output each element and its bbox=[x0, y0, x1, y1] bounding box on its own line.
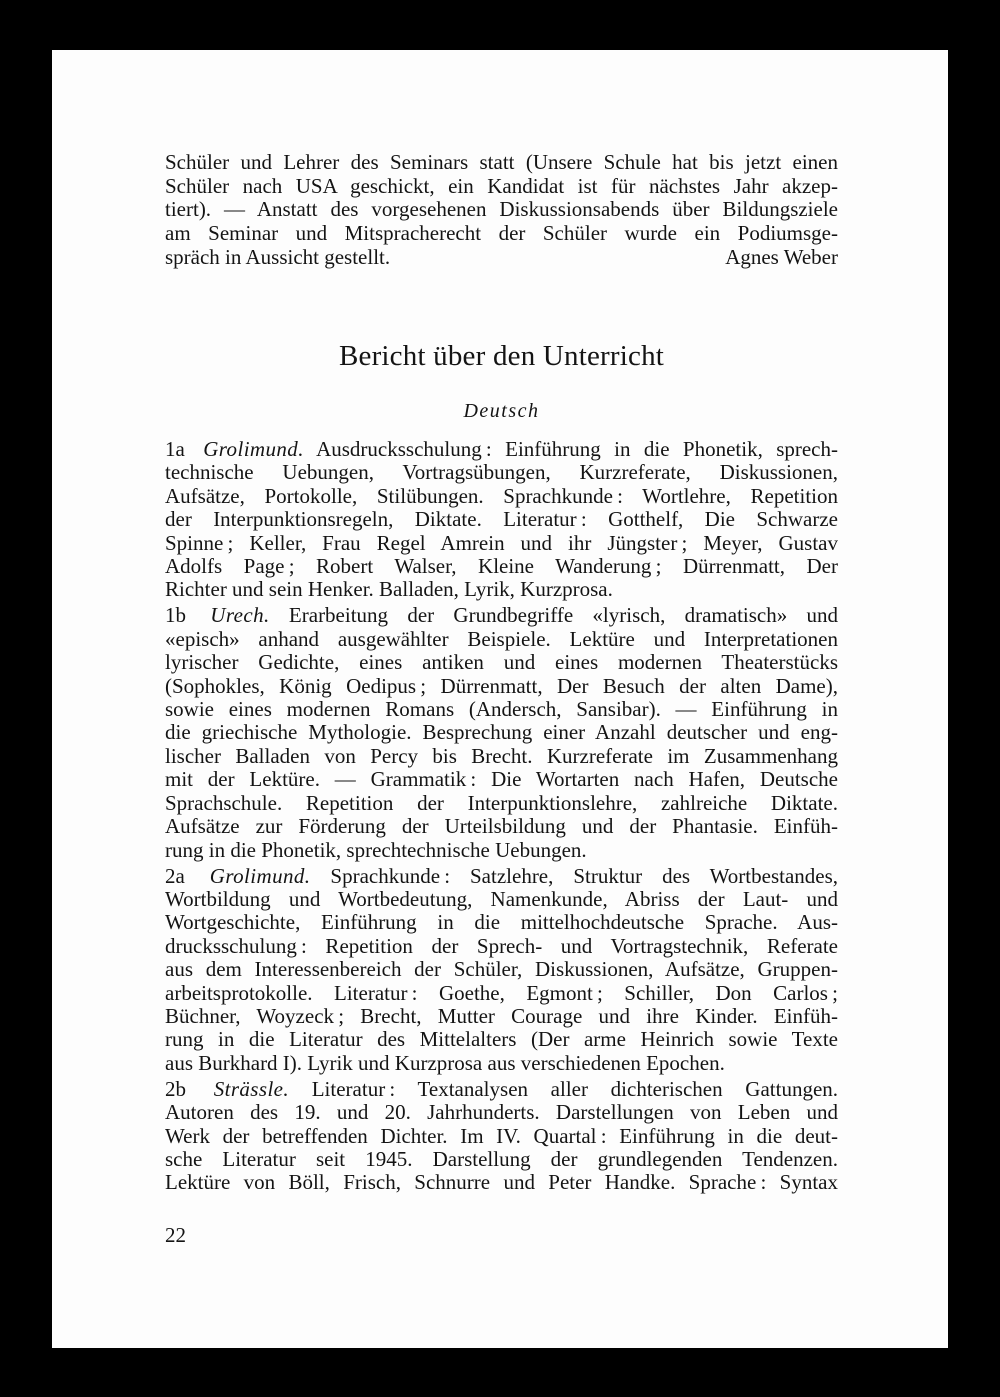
entry-line: Werk der betreffenden Dichter. Im IV. Quartal : Einführung in die deut- bbox=[165, 1123, 838, 1148]
class-label: 1a bbox=[165, 437, 185, 461]
entry-line: Aufsätze zur Förderung der Urteilsbildung und der Phantasie. Einfüh- bbox=[165, 814, 838, 839]
document-page bbox=[52, 50, 948, 1348]
entry-line: «episch» anhand ausgewählter Beispiele. Lektüre und Interpretationen bbox=[165, 626, 838, 651]
class-label: 2a bbox=[165, 863, 185, 888]
intro-line: tiert). — Anstatt des vorgesehenen Diskussionsabends über Bildungsziele bbox=[165, 197, 838, 222]
report-entries bbox=[165, 438, 838, 1195]
teacher-name: Urech. bbox=[210, 603, 270, 628]
class-label: 1b bbox=[165, 603, 186, 628]
entry-last-line: rung in die Phonetik, sprechtechnische Uebungen. bbox=[165, 837, 587, 862]
class-entry-1b bbox=[165, 604, 838, 861]
entry-text: Erarbeitung der Grundbegriffe «lyrisch, dramatisch» und bbox=[288, 603, 839, 628]
entry-line: Sprachschule. Repetition der Interpunktionslehre, zahlreiche Diktate. bbox=[165, 790, 838, 815]
entry-line: arbeitsprotokolle. Literatur : Goethe, Egmont ; Schiller, Don Carlos ; bbox=[165, 980, 838, 1005]
entry-line: lyrischer Gedichte, eines antiken und eines modernen Theaterstücks bbox=[165, 650, 838, 675]
intro-line: Schüler nach USA geschickt, ein Kandidat ist für nächstes Jahr akzep- bbox=[165, 173, 838, 198]
subject-heading: Deutsch bbox=[463, 400, 540, 422]
entry-line: Aufsätze, Portokolle, Stilübungen. Sprachkunde : Wortlehre, Repetition bbox=[165, 483, 838, 508]
entry-line: Lektüre von Böll, Frisch, Schnurre und Peter Handke. Sprache : Syntax bbox=[165, 1170, 838, 1195]
class-entry-1a bbox=[165, 438, 838, 602]
intro-paragraph bbox=[165, 151, 838, 270]
class-entry-2b bbox=[165, 1078, 838, 1195]
entry-line: mit der Lektüre. — Grammatik : Die Wortarten nach Hafen, Deutsche bbox=[165, 767, 838, 792]
intro-last-text: spräch in Aussicht gestellt. bbox=[165, 244, 391, 269]
entry-line: Büchner, Woyzeck ; Brecht, Mutter Courage und ihre Kinder. Einfüh- bbox=[165, 1003, 838, 1028]
section-heading: Bericht über den Unterricht bbox=[338, 340, 665, 372]
teacher-name: Grolimund. bbox=[209, 863, 311, 888]
entry-line: lischer Balladen von Percy bis Brecht. Kurzreferate im Zusammenhang bbox=[165, 743, 838, 768]
intro-line: am Seminar und Mitspracherecht der Schüler wurde ein Podiumsge- bbox=[165, 221, 838, 246]
entry-line: Wortgeschichte, Einführung in die mittelhochdeutsche Sprache. Aus- bbox=[165, 910, 838, 935]
teacher-name: Grolimund. bbox=[203, 437, 304, 461]
entry-first-line bbox=[165, 1078, 838, 1101]
entry-line: aus dem Interessenbereich der Schüler, Diskussionen, Aufsätze, Gruppen- bbox=[165, 957, 838, 982]
entry-text: Sprachkunde : Satzlehre, Struktur des Wortbestandes, bbox=[330, 863, 839, 888]
entry-line: Adolfs Page ; Robert Walser, Kleine Wanderung ; Dürrenmatt, Der bbox=[165, 554, 838, 579]
author-signature: Agnes Weber bbox=[725, 244, 838, 269]
entry-line: Spinne ; Keller, Frau Regel Amrein und ihr Jüngster ; Meyer, Gustav bbox=[165, 530, 838, 555]
class-label: 2b bbox=[165, 1076, 186, 1101]
entry-line: rung in die Literatur des Mittelalters (Der arme Heinrich sowie Texte bbox=[165, 1027, 838, 1052]
entry-line: (Sophokles, König Oedipus ; Dürrenmatt, Der Besuch der alten Dame), bbox=[165, 673, 838, 698]
entry-line: der Interpunktionsregeln, Diktate. Literatur : Gotthelf, Die Schwarze bbox=[165, 507, 838, 532]
entry-text: Literatur : Textanalysen aller dichterischen Gattungen. bbox=[311, 1076, 839, 1101]
entry-first-line bbox=[165, 865, 838, 888]
intro-line: Schüler und Lehrer des Seminars statt (Unsere Schule hat bis jetzt einen bbox=[165, 150, 838, 174]
entry-text: Ausdrucksschulung : Einführung in die Phonetik, sprech- bbox=[316, 437, 838, 461]
entry-last-line: Richter und sein Henker. Balladen, Lyrik, Kurzprosa. bbox=[165, 577, 613, 602]
entry-line: Autoren des 19. und 20. Jahrhunderts. Darstellungen von Leben und bbox=[165, 1100, 838, 1125]
entry-line: technische Uebungen, Vortragsübungen, Kurzreferate, Diskussionen, bbox=[165, 460, 838, 485]
class-entry-2a bbox=[165, 865, 838, 1076]
entry-line: sche Literatur seit 1945. Darstellung der grundlegenden Tendenzen. bbox=[165, 1146, 838, 1171]
entry-first-line bbox=[165, 604, 838, 627]
page-number: 22 bbox=[165, 1223, 186, 1247]
entry-last-line: aus Burkhard I). Lyrik und Kurzprosa aus verschiedenen Epochen. bbox=[165, 1050, 725, 1075]
entry-first-line bbox=[165, 438, 838, 461]
entry-line: Wortbildung und Wortbedeutung, Namenkunde, Abriss der Laut- und bbox=[165, 886, 838, 911]
entry-line: sowie eines modernen Romans (Andersch, Sansibar). — Einführung in bbox=[165, 697, 838, 722]
entry-line: die griechische Mythologie. Besprechung einer Anzahl deutscher und eng- bbox=[165, 720, 838, 745]
intro-last-line bbox=[165, 246, 838, 270]
teacher-name: Strässle. bbox=[213, 1076, 290, 1101]
entry-line: drucksschulung : Repetition der Sprech- und Vortragstechnik, Referate bbox=[165, 933, 838, 958]
